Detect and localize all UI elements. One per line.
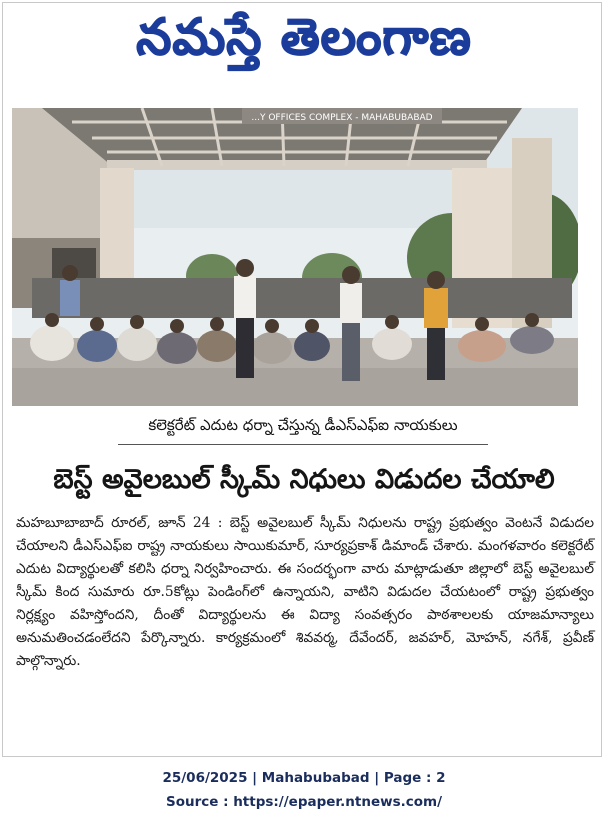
- building-sign-text: ...Y OFFICES COMPLEX - MAHABUBABAD: [251, 113, 433, 123]
- article-headline: బెస్ట్ అవైలబుల్ స్కీమ్ నిధులు విడుదల చేయాలి: [53, 464, 555, 495]
- masthead-title: నమస్తే తెలంగాణ: [136, 8, 472, 66]
- news-photo: [12, 108, 578, 406]
- newspaper-masthead: [0, 6, 608, 68]
- footer-source: Source : https://epaper.ntnews.com/: [165, 794, 443, 810]
- footer-date-edition: 25/06/2025 | Mahabubabad | Page : 2: [162, 770, 446, 786]
- photo-caption: కలెక్టరేట్ ఎదుట ధర్నా చేస్తున్న డీఎస్ఎఫ్ఐ నాయకులు: [118, 410, 488, 445]
- protest-photo-illustration: [12, 108, 578, 406]
- article-body: [16, 512, 594, 673]
- article-paragraph: మహబూబాబాద్ రూరల్, జూన్ 24 : బెస్ట్ అవైలబుల్ స్కీమ్ నిధులను రాష్ట్ర ప్రభుత్వం వెంటనే విడుదల చేయాలని డీఎస్ఎఫ్ఐ రాష్ట్ర నాయకులు సాయికుమార్, సూర్యప్రకాశ్ డిమాండ్ చేశారు. మంగళవారం కలెక్టరేట్ ఎదుట విద్యార్థులతో కలిసి ధర్నా నిర్వహించారు. ఈ సందర్భంగా వారు మాట్లాడుతూ జిల్లాలో బెస్ట్ అవైలబుల్ స్కీమ్ కింద సుమారు రూ.5కోట్లు పెండింగ్‌లో ఉన్నాయని, వాటిని విడుదల చేయటంలో రాష్ట్ర ప్రభుత్వం నిర్లక్ష్యం వహిస్తోందని, దీంతో విద్యార్థులను ఈ విద్యా సంవత్సరం పాఠశాలలకు యాజమాన్యాలు అనుమతించడంలేదని పేర్కొన్నారు. కార్యక్రమంలో శివవర్మ, దేవేందర్, జవహర్, మోహన్, నగేశ్, ప్రవీణ్ పాల్గొన్నారు.: [16, 515, 594, 669]
